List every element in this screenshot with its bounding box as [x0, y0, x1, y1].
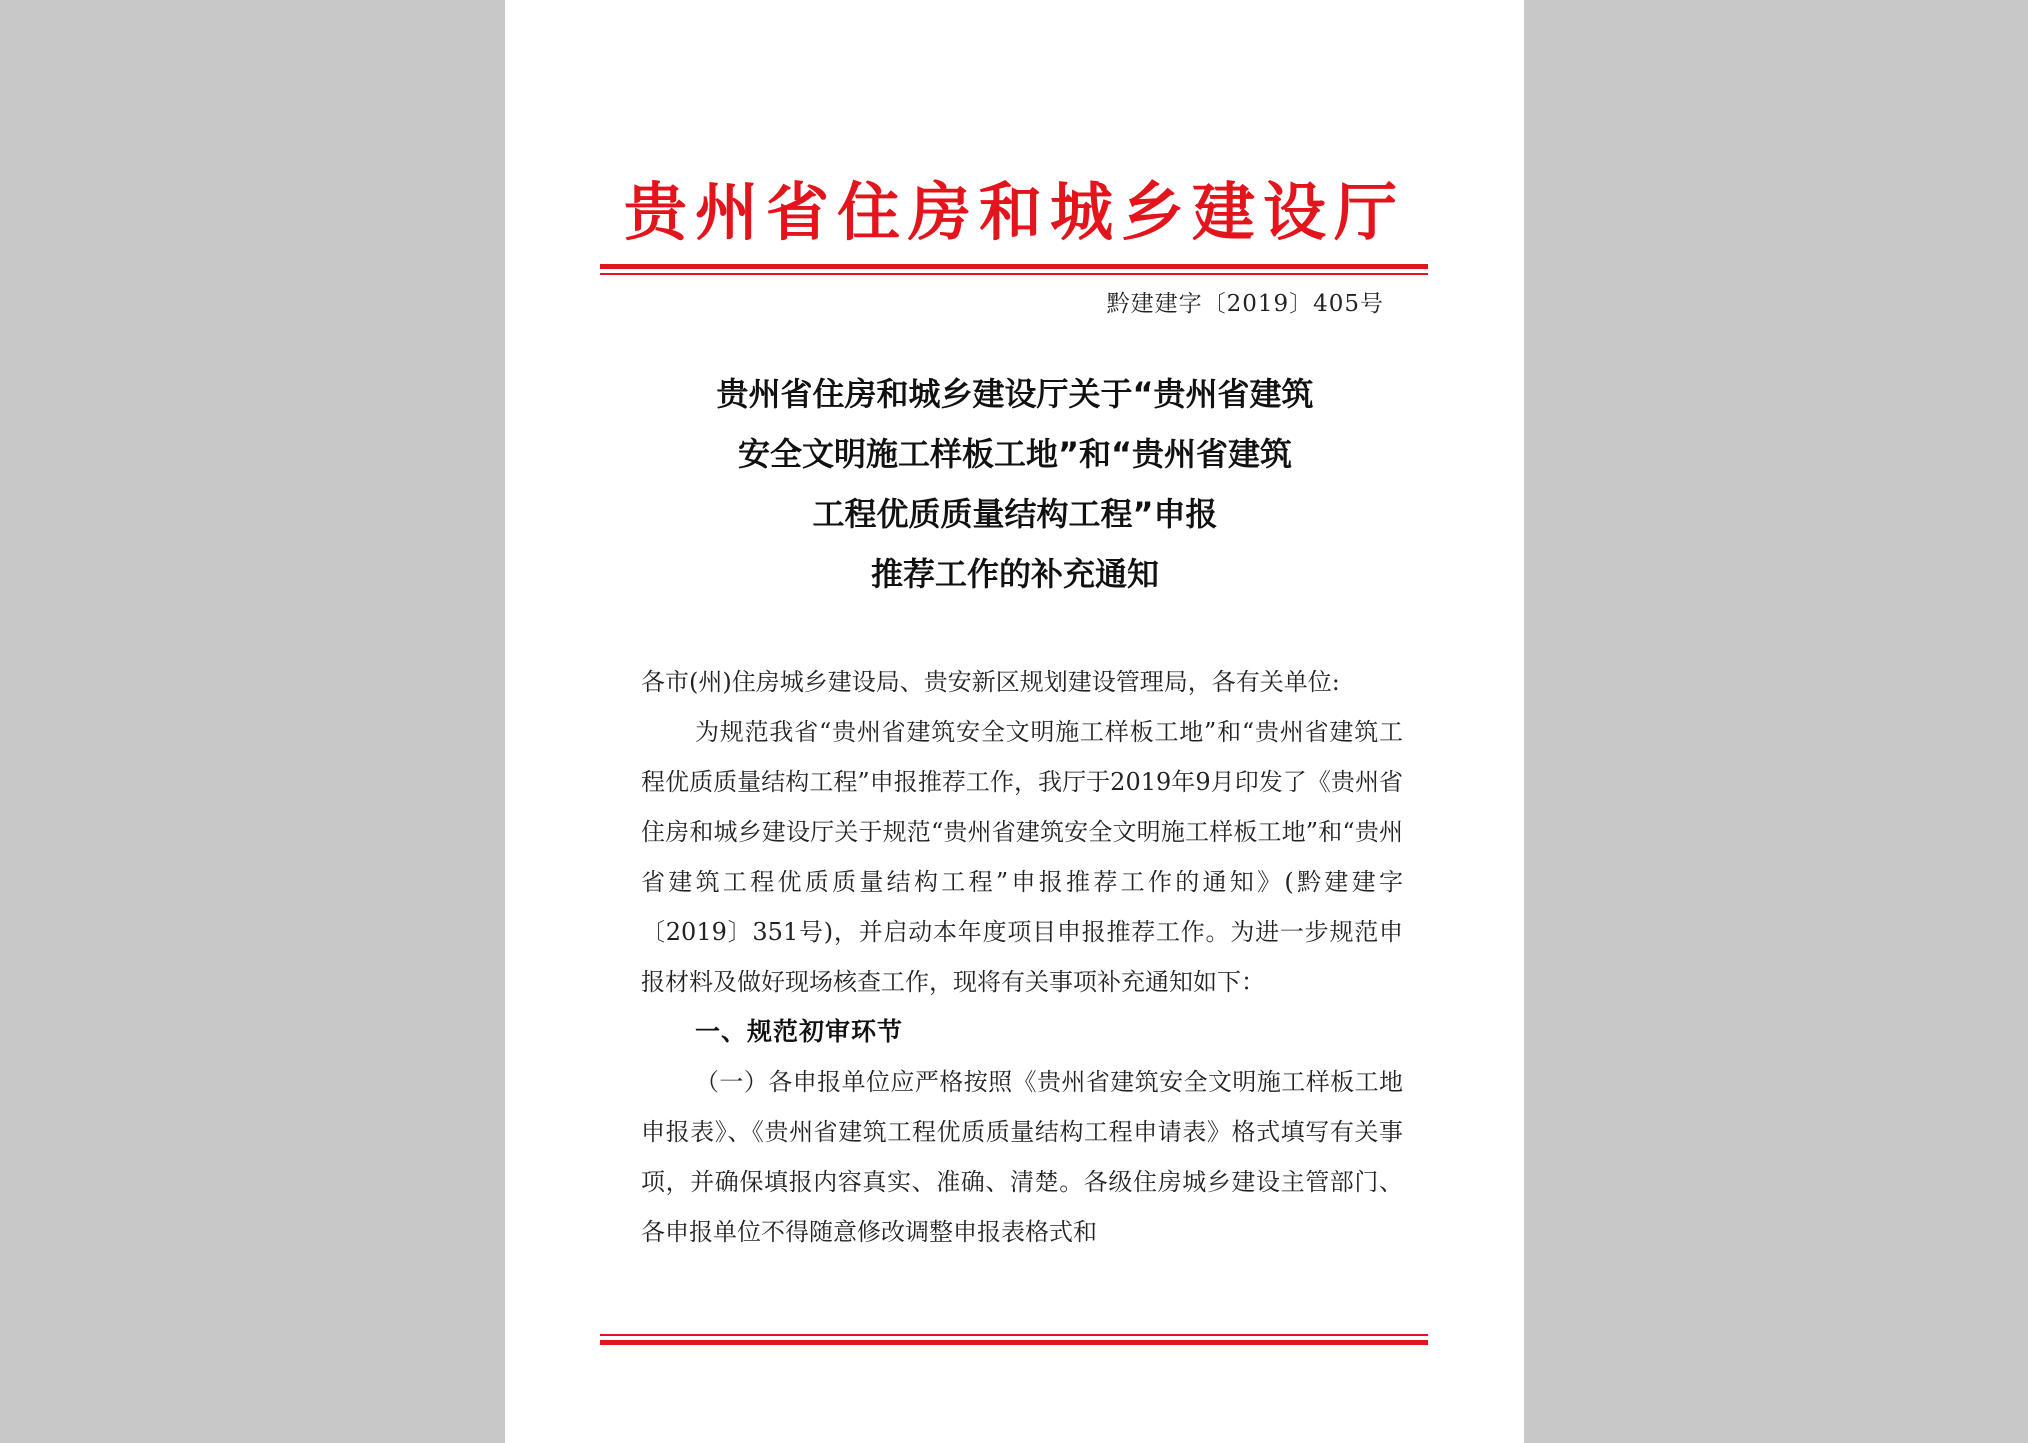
- section-heading: 一、规范初审环节: [695, 1017, 904, 1046]
- title-line: 贵州省住房和城乡建设厅关于“贵州省建筑: [716, 375, 1314, 413]
- body-paragraph: 为规范我省“贵州省建筑安全文明施工样板工地”和“贵州省建筑工程优质质量结构工程”申报推荐工作，我厅于2019年9月印发了《贵州省住房和城乡建设厅关于规范“贵州省建筑安全文明施工样板工地”和“贵州省建筑工程优质质量结构工程”申报推荐工作的通知》(黔建建字〔2019〕351号)，并启动本年度项目申报推荐工作。为进一步规范申报材料及做好现场核查工作，现将有关事项补充通知如下：: [641, 718, 1403, 996]
- header-red-rule-thick: [600, 264, 1428, 269]
- title-line: 推荐工作的补充通知: [870, 555, 1159, 593]
- body-paragraph: （一）各申报单位应严格按照《贵州省建筑安全文明施工样板工地申报表》、《贵州省建筑工程优质质量结构工程申请表》格式填写有关事项，并确保填报内容真实、准确、清楚。各级住房城乡建设主管部门、各申报单位不得随意修改调整申报表格式和: [641, 1068, 1403, 1246]
- footer-red-rule-thick: [600, 1340, 1428, 1345]
- footer-red-rule-thin: [600, 1334, 1428, 1336]
- header-red-rule-thin: [600, 273, 1428, 275]
- issuer-header: 贵州省住房和城乡建设厅: [624, 176, 1405, 249]
- document-number: 黔建建字〔2019〕405号: [1106, 291, 1384, 317]
- document-page: [505, 0, 1524, 1443]
- document-body: [641, 657, 1403, 1257]
- title-line: 工程优质质量结构工程”申报: [812, 495, 1218, 533]
- document-title: [625, 364, 1405, 604]
- title-line: 安全文明施工样板工地”和“贵州省建筑: [737, 435, 1293, 473]
- addressee-line: 各市(州)住房城乡建设局、贵安新区规划建设管理局，各有关单位:: [641, 668, 1340, 696]
